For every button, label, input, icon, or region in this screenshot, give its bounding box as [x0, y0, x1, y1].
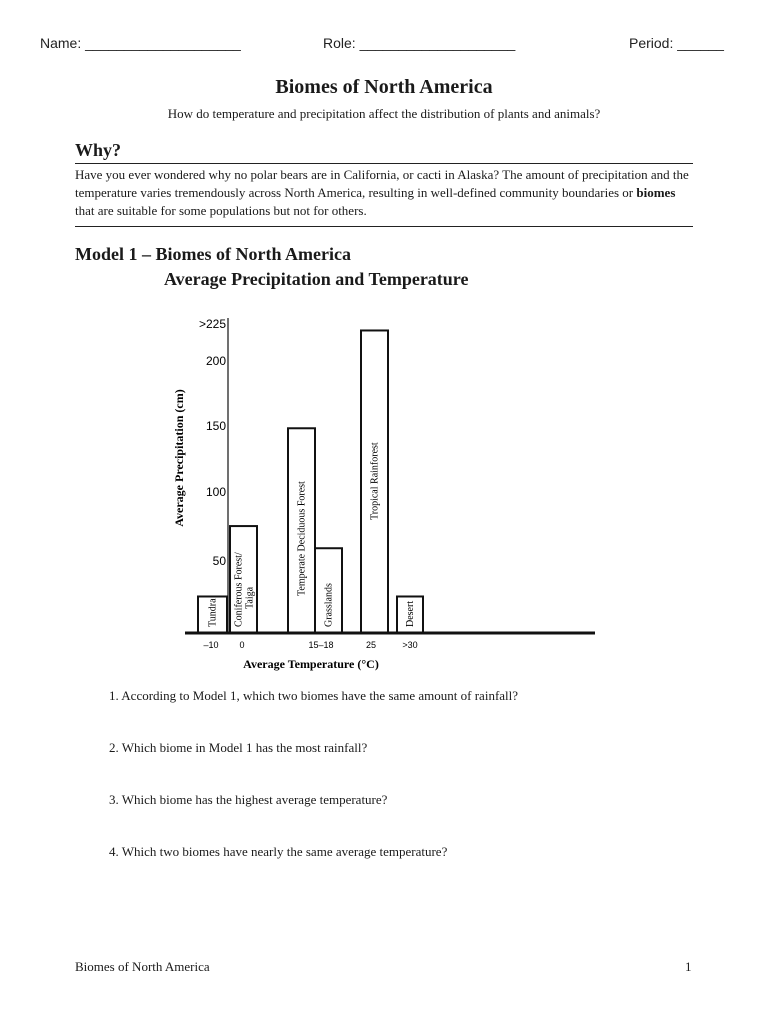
name-field: Name: ____________________ [40, 35, 241, 51]
y-tick-label: 200 [205, 354, 226, 368]
page-title: Biomes of North America [275, 76, 493, 98]
bar-label: Coniferous Forest/Taiga [233, 552, 256, 627]
bar-label: Temperate Deciduous Forest [296, 481, 308, 596]
x-tick-label: 0 [239, 640, 245, 650]
y-tick-label: 50 [212, 554, 226, 568]
x-tick-label: –10 [203, 640, 219, 650]
y-tick-label: 100 [205, 485, 226, 499]
y-tick-label: >225 [198, 317, 226, 331]
question-1: 1. According to Model 1, which two biomes have the same amount of rainfall? [109, 688, 519, 703]
footer-title: Biomes of North America [75, 959, 210, 974]
chart-title: Average Precipitation and Temperature [164, 269, 469, 289]
bar-label: Tropical Rainforest [369, 442, 381, 520]
role-field: Role: ____________________ [323, 35, 516, 51]
x-tick-label: 25 [365, 640, 377, 650]
bar-label: Tundra [207, 598, 219, 627]
x-axis-label: Average Temperature (°C) [243, 657, 379, 671]
y-axis-label: Average Precipitation (cm) [172, 389, 186, 527]
page-number: 1 [685, 959, 692, 974]
period-field: Period: ______ [629, 35, 724, 51]
why-text-bold: biomes [636, 185, 676, 200]
question-3: 3. Which biome has the highest average temperature? [109, 792, 388, 807]
question-4: 4. Which two biomes have nearly the same average temperature? [109, 844, 448, 859]
page-subtitle: How do temperature and precipitation affect the distribution of plants and animals? [167, 106, 601, 121]
bar-label: Desert [405, 600, 416, 627]
why-heading: Why? [75, 140, 122, 160]
y-tick-label: 150 [205, 419, 226, 433]
model-title: Model 1 – Biomes of North America [75, 244, 351, 264]
bar-label: Grasslands [323, 583, 335, 627]
why-text-before: Have you ever wondered why no polar bears are in California, or cacti in Alaska? The amount of precipitation and the temperature varies tremendously across North America, resulting in well-defined community boundaries or [75, 167, 689, 200]
why-text-after: that are suitable for some populations but not for others. [75, 203, 367, 218]
x-tick-label: >30 [402, 640, 418, 650]
question-2: 2. Which biome in Model 1 has the most rainfall? [109, 740, 368, 755]
x-tick-label: 15–18 [308, 640, 334, 650]
